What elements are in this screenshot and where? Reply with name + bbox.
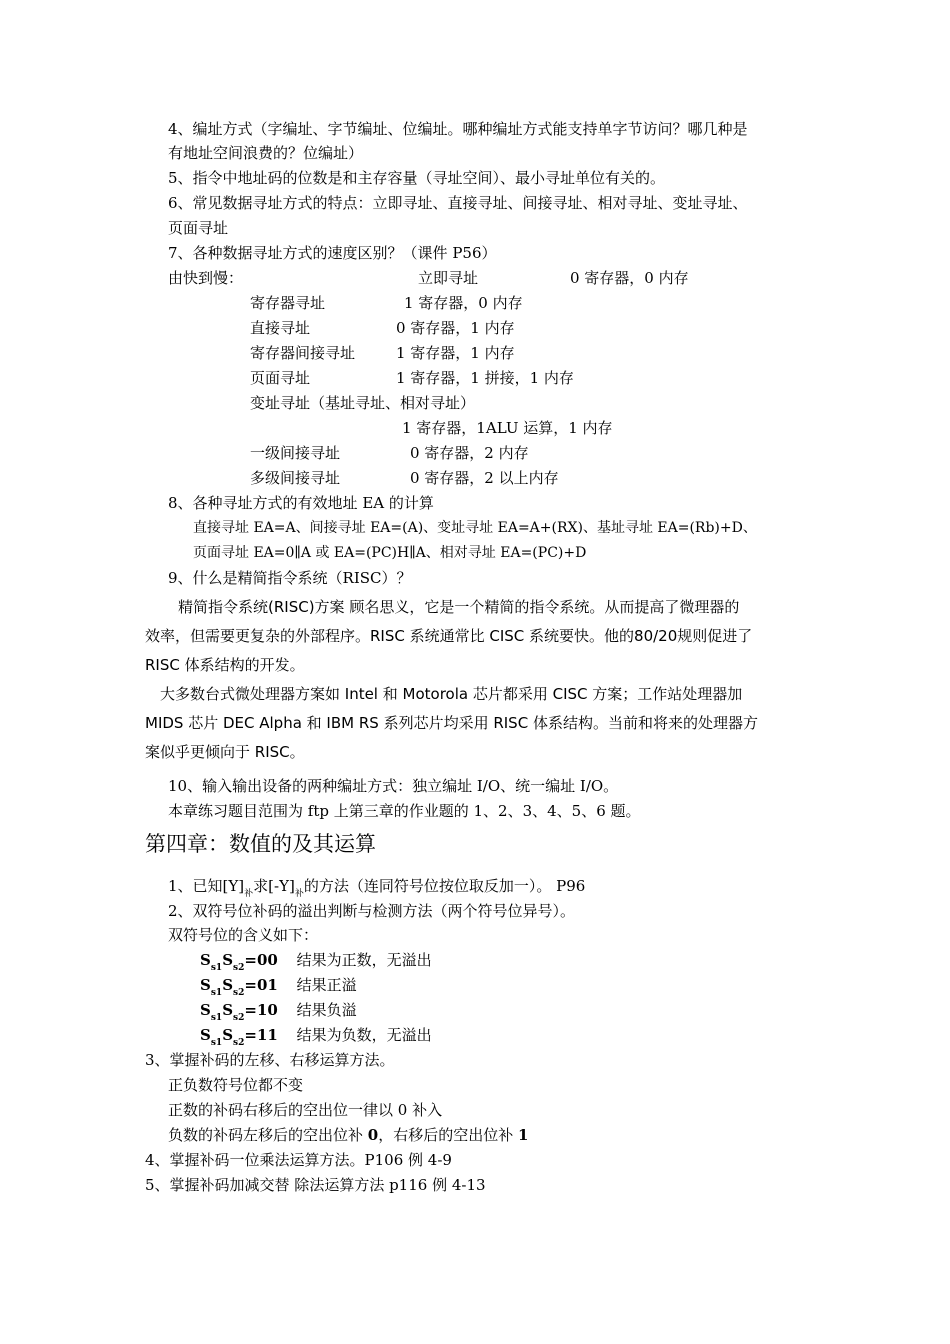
flag-sub1: s1 (210, 1013, 223, 1023)
speed-mode: 立即寻址 (418, 269, 479, 287)
ch3-q7-title: 7、各种数据寻址方式的速度区别？（课件 P56） (168, 244, 497, 262)
flag-desc: 结果为正数，无溢出 (296, 951, 432, 969)
risc-para1-line3: RISC 体系结构的开发。 (145, 656, 305, 674)
ch3-q8-title: 8、各种寻址方式的有效地址 EA 的计算 (168, 494, 434, 512)
ch4-q3-title: 3、掌握补码的左移、右移运算方法。 (145, 1051, 395, 1069)
speed-cost: 1 寄存器，1ALU 运算，1 内存 (402, 419, 613, 437)
flag-s: S (200, 976, 211, 994)
flag-row-00 (200, 950, 432, 978)
subscript-bu: 补 (244, 889, 254, 899)
ch4-q2: 2、双符号位补码的溢出判断与检测方法（两个符号位异号）。 (168, 902, 576, 920)
flag-desc: 结果正溢 (296, 976, 357, 994)
flag-sub1: s1 (210, 988, 223, 998)
speed-cost: 0 寄存器，2 以上内存 (410, 469, 559, 487)
risc-para2-line3: 案似乎更倾向于 RISC。 (145, 743, 305, 761)
speed-cost: 1 寄存器，0 内存 (404, 294, 523, 312)
ch4-q3-line1: 正负数符号位都不变 (168, 1076, 304, 1094)
speed-mode: 寄存器间接寻址 (250, 344, 356, 362)
flag-sub1: s1 (210, 1038, 223, 1048)
chapter4-heading: 第四章：数值的及其运算 (145, 832, 376, 856)
flag-value: =01 (244, 976, 278, 994)
ch4-q3-line2: 正数的补码右移后的空出位一律以 0 补入 (168, 1101, 443, 1119)
flag-sub1: s1 (210, 963, 223, 973)
flag-row-11 (200, 1025, 432, 1053)
risc-para2-line1: 大多数台式微处理器方案如 Intel 和 Motorola 芯片都采用 CISC 方案；工作站处理器加 (160, 685, 743, 703)
speed-cost: 0 寄存器，0 内存 (570, 269, 689, 287)
speed-mode: 寄存器寻址 (250, 294, 326, 312)
bold-zero: 0 (367, 1126, 379, 1144)
text: 负数的补码左移后的空出位补 (168, 1126, 368, 1144)
ch3-scope: 本章练习题目范围为 ftp 上第三章的作业题的 1、2、3、4、5、6 题。 (168, 802, 641, 820)
ch3-q4-line2: 有地址空间浪费的？位编址） (168, 144, 364, 162)
flag-s: S (222, 976, 234, 994)
ch3-q10: 10、输入输出设备的两种编址方式：独立编址 I/O、统一编址 I/O。 (168, 777, 619, 795)
ch3-q8-line2: 页面寻址 EA=0∥A 或 EA=(PC)H∥A、相对寻址 EA=(PC)+D (193, 545, 587, 561)
speed-mode: 一级间接寻址 (250, 444, 341, 462)
flag-s: S (200, 951, 211, 969)
ch3-q4-line1: 4、编址方式（字编址、字节编址、位编址。哪种编址方式能支持单字节访问？哪几种是 (168, 120, 748, 138)
ch4-q1-part-c: 的方法（连同符号位按位取反加一）。 P96 (303, 877, 586, 895)
speed-cost: 0 寄存器，2 内存 (410, 444, 529, 462)
ch3-q6-line2: 页面寻址 (168, 219, 229, 237)
flag-desc: 结果负溢 (296, 1001, 357, 1019)
flag-row-10 (200, 1000, 357, 1028)
speed-cost: 1 寄存器，1 内存 (396, 344, 515, 362)
ch4-q4: 4、掌握补码一位乘法运算方法。P106 例 4-9 (145, 1151, 452, 1169)
speed-row-0 (168, 268, 868, 288)
flag-value: =11 (244, 1026, 278, 1044)
risc-para1-line2: 效率，但需要更复杂的外部程序。RISC 系统通常比 CISC 系统要快。他的80/20规则促进了 (145, 627, 753, 645)
flag-s: S (222, 1026, 234, 1044)
flag-s: S (200, 1001, 211, 1019)
ch4-q1-part-b: 求[-Y] (253, 877, 295, 895)
flag-sub2: s2 (233, 988, 245, 998)
ch3-q9-title: 9、什么是精简指令系统（RISC）？ (168, 569, 412, 587)
risc-para2-line2: MIDS 芯片 DEC Alpha 和 IBM RS 系列芯片均采用 RISC 体系结构。当前和将来的处理器方 (145, 714, 758, 732)
speed-mode: 多级间接寻址 (250, 469, 341, 487)
ch3-q6-line1: 6、常见数据寻址方式的特点：立即寻址、直接寻址、间接寻址、相对寻址、变址寻址、 (168, 194, 748, 212)
flag-desc: 结果为负数，无溢出 (296, 1026, 432, 1044)
ch4-q5: 5、掌握补码加减交替 除法运算方法 p116 例 4-13 (145, 1176, 486, 1194)
flag-value: =10 (244, 1001, 278, 1019)
risc-para1-line1: 精简指令系统(RISC)方案 顾名思义，它是一个精简的指令系统。从而提高了微理器的 (178, 598, 740, 616)
speed-mode: 直接寻址 (250, 319, 311, 337)
ch3-q8-line1: 直接寻址 EA=A、间接寻址 EA=(A)、变址寻址 EA=A+(RX)、基址寻址 EA=(Rb)+D、 (193, 520, 757, 536)
flag-sub2: s2 (233, 963, 245, 973)
flag-s: S (222, 951, 234, 969)
flag-sub2: s2 (233, 1013, 245, 1023)
flag-row-01 (200, 975, 357, 1003)
ch3-q5: 5、指令中地址码的位数是和主存容量（寻址空间）、最小寻址单位有关的。 (168, 169, 666, 187)
subscript-bu: 补 (294, 889, 304, 899)
flag-s: S (200, 1026, 211, 1044)
flag-sub2: s2 (233, 1038, 245, 1048)
text: ，右移后的空出位补 (378, 1126, 518, 1144)
speed-cost: 1 寄存器，1 拼接，1 内存 (396, 369, 574, 387)
ch4-q1 (168, 876, 585, 904)
ch4-q3-line3 (168, 1125, 528, 1145)
speed-cost: 0 寄存器，1 内存 (396, 319, 515, 337)
speed-prefix: 由快到慢： (168, 269, 244, 287)
ch4-q2-meaning: 双符号位的含义如下： (168, 926, 319, 944)
flag-value: =00 (244, 951, 278, 969)
speed-mode: 页面寻址 (250, 369, 311, 387)
bold-one: 1 (518, 1126, 529, 1144)
speed-mode: 变址寻址（基址寻址、相对寻址） (250, 394, 476, 412)
ch4-q1-part-a: 1、已知[Y] (168, 877, 245, 895)
flag-s: S (222, 1001, 234, 1019)
